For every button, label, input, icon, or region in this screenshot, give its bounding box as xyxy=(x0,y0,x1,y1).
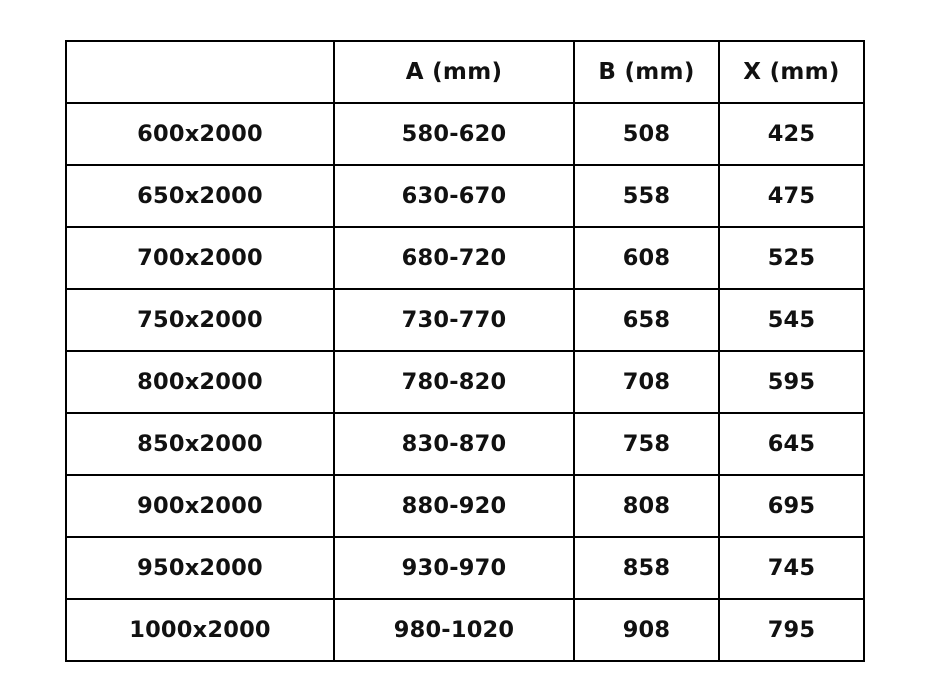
cell-b: 758 xyxy=(574,413,719,475)
cell-b: 558 xyxy=(574,165,719,227)
specification-table xyxy=(65,40,865,662)
cell-a: 730-770 xyxy=(334,289,574,351)
table-row xyxy=(66,351,864,413)
cell-a: 930-970 xyxy=(334,537,574,599)
cell-b: 808 xyxy=(574,475,719,537)
cell-x: 745 xyxy=(719,537,864,599)
table-header xyxy=(66,41,864,103)
cell-size: 900x2000 xyxy=(66,475,334,537)
cell-size: 1000x2000 xyxy=(66,599,334,661)
cell-size: 650x2000 xyxy=(66,165,334,227)
cell-b: 608 xyxy=(574,227,719,289)
cell-b: 858 xyxy=(574,537,719,599)
table-row xyxy=(66,537,864,599)
table-row xyxy=(66,103,864,165)
table-row xyxy=(66,165,864,227)
cell-size: 850x2000 xyxy=(66,413,334,475)
table-row xyxy=(66,227,864,289)
cell-x: 645 xyxy=(719,413,864,475)
table-row xyxy=(66,413,864,475)
cell-b: 658 xyxy=(574,289,719,351)
cell-x: 695 xyxy=(719,475,864,537)
table-row xyxy=(66,599,864,661)
cell-size: 950x2000 xyxy=(66,537,334,599)
column-header-x: X (mm) xyxy=(719,41,864,103)
cell-b: 908 xyxy=(574,599,719,661)
cell-a: 830-870 xyxy=(334,413,574,475)
cell-b: 708 xyxy=(574,351,719,413)
cell-a: 580-620 xyxy=(334,103,574,165)
table-row xyxy=(66,289,864,351)
table-body xyxy=(66,103,864,661)
cell-a: 680-720 xyxy=(334,227,574,289)
table-header-row xyxy=(66,41,864,103)
cell-x: 795 xyxy=(719,599,864,661)
cell-x: 595 xyxy=(719,351,864,413)
cell-a: 980-1020 xyxy=(334,599,574,661)
cell-size: 800x2000 xyxy=(66,351,334,413)
column-header-size xyxy=(66,41,334,103)
table-row xyxy=(66,475,864,537)
cell-a: 630-670 xyxy=(334,165,574,227)
cell-a: 780-820 xyxy=(334,351,574,413)
column-header-b: B (mm) xyxy=(574,41,719,103)
cell-size: 750x2000 xyxy=(66,289,334,351)
cell-x: 545 xyxy=(719,289,864,351)
specification-table-container xyxy=(65,40,863,647)
cell-b: 508 xyxy=(574,103,719,165)
cell-a: 880-920 xyxy=(334,475,574,537)
cell-x: 425 xyxy=(719,103,864,165)
cell-size: 700x2000 xyxy=(66,227,334,289)
cell-x: 525 xyxy=(719,227,864,289)
cell-size: 600x2000 xyxy=(66,103,334,165)
column-header-a: A (mm) xyxy=(334,41,574,103)
cell-x: 475 xyxy=(719,165,864,227)
